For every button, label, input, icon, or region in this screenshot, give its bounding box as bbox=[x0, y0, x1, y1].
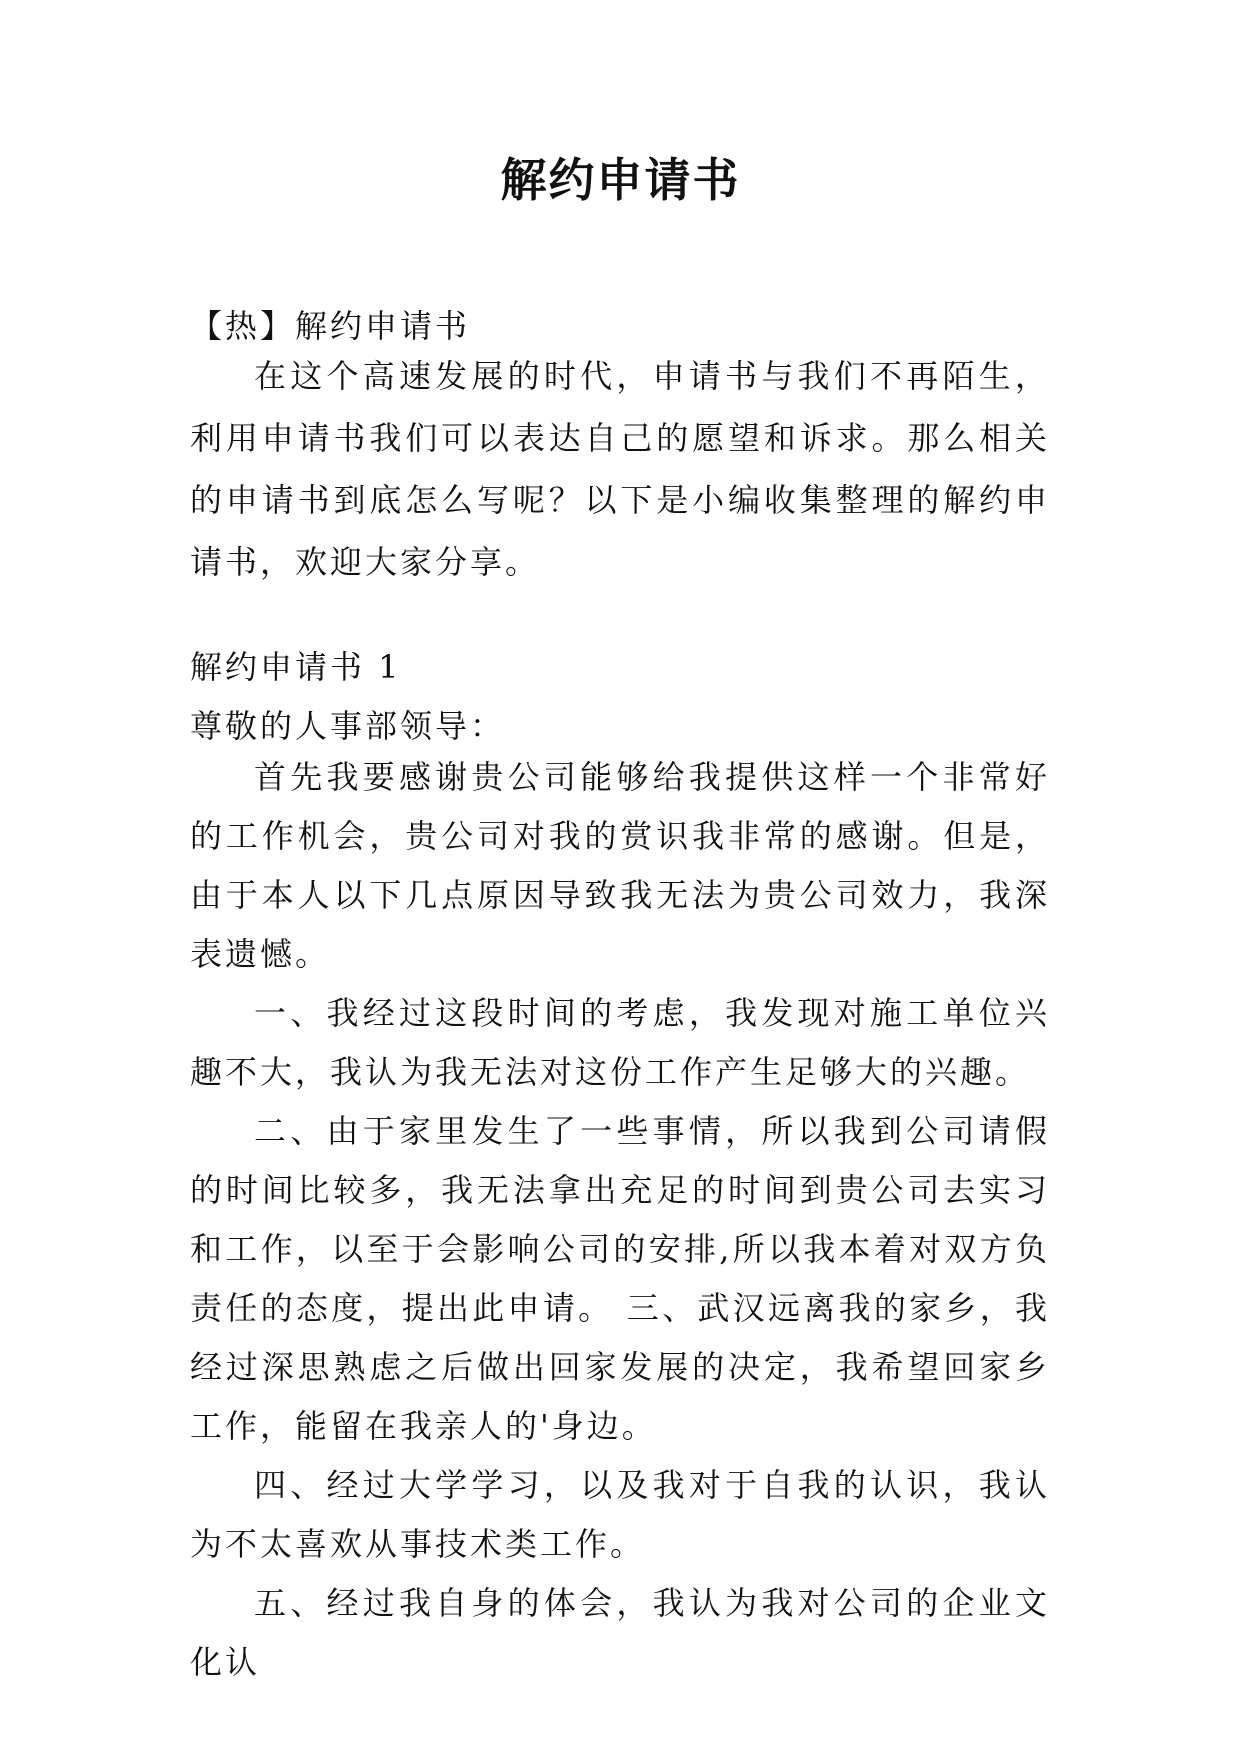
paragraph-reason-four: 四、经过大学学习，以及我对于自我的认识，我认为不太喜欢从事技术类工作。 bbox=[190, 1466, 1050, 1563]
letter-body bbox=[190, 748, 1050, 1692]
paragraph-reason-two-three: 二、由于家里发生了一些事情，所以我到公司请假的时间比较多，我无法拿出充足的时间到贵公司去实习和工作，以至于会影响公司的安排,所以我本着对双方负责任的态度，提出此申请。 三、武汉远离我的家乡，我经过深思熟虑之后做出回家发展的决定，我希望回家乡工作，能留在我亲人的'身边。 bbox=[190, 1112, 1050, 1445]
paragraph-gratitude: 首先我要感谢贵公司能够给我提供这样一个非常好的工作机会，贵公司对我的赏识我非常的感谢。但是，由于本人以下几点原因导致我无法为贵公司效力，我深表遗憾。 bbox=[190, 758, 1050, 973]
section-heading: 解约申请书 1 bbox=[190, 648, 402, 686]
paragraph-reason-five: 五、经过我自身的体会，我认为我对公司的企业文化认 bbox=[190, 1584, 1050, 1681]
lead-line: 【热】解约申请书 bbox=[190, 307, 471, 345]
salutation: 尊敬的人事部领导： bbox=[190, 707, 506, 745]
intro-paragraph: 在这个高速发展的时代，申请书与我们不再陌生，利用申请书我们可以表达自己的愿望和诉求。那么相关的申请书到底怎么写呢？以下是小编收集整理的解约申请书，欢迎大家分享。 bbox=[190, 357, 1050, 581]
paragraph-reason-one: 一、我经过这段时间的考虑，我发现对施工单位兴趣不大，我认为我无法对这份工作产生足够大的兴趣。 bbox=[190, 994, 1050, 1091]
document-title: 解约申请书 bbox=[500, 153, 741, 207]
